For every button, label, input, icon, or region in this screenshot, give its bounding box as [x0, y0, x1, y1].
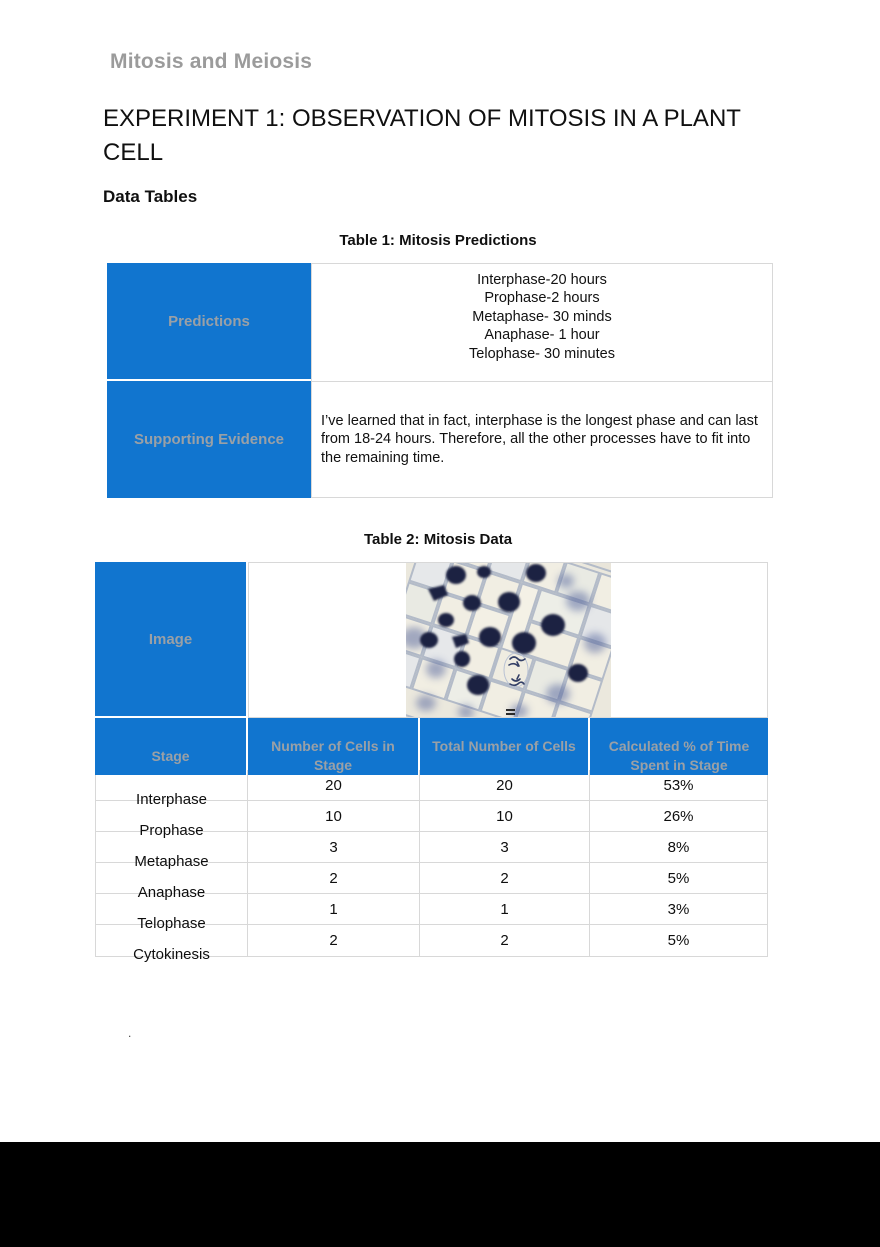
- table1-predictions-value: [311, 263, 773, 381]
- pct-time-cell: 5%: [667, 932, 690, 949]
- table-row: [107, 263, 773, 381]
- table2-label-image: Image: [95, 562, 248, 718]
- cells-in-stage-cell: 2: [248, 863, 420, 894]
- footer-black-bar: [0, 1142, 880, 1247]
- total-cells-cell: 2: [420, 925, 590, 956]
- stage-cell: Interphase: [96, 770, 248, 801]
- table1-supporting-evidence-value: [311, 381, 773, 498]
- experiment-title: EXPERIMENT 1: OBSERVATION OF MITOSIS IN A PLANT CELL: [103, 105, 741, 166]
- pct-time-cell: 26%: [590, 801, 767, 832]
- pct-time-cell: 3%: [590, 894, 767, 925]
- total-cells-cell: 2: [420, 863, 590, 894]
- mitosis-micrograph-image: [406, 563, 611, 717]
- total-cells-cell: 10: [420, 801, 590, 832]
- cells-in-stage-cell: 1: [248, 894, 420, 925]
- total-cells-cell: 3: [420, 832, 590, 863]
- prediction-line: Anaphase- 1 hour: [484, 327, 600, 344]
- stage-cell: Anaphase: [96, 863, 248, 894]
- table-row: [96, 770, 767, 808]
- cells-in-stage-cell: 20: [248, 770, 420, 801]
- pct-time-cell: 8%: [590, 832, 767, 863]
- table2-caption: Table 2: Mitosis Data: [363, 531, 513, 548]
- table-row: [95, 562, 768, 718]
- prediction-line: Telophase- 30 minutes: [469, 345, 615, 362]
- stage-cell: Cytokinesis: [96, 925, 248, 956]
- cells-in-stage-cell: 3: [248, 832, 420, 863]
- column-header-stage: Stage: [95, 718, 248, 775]
- table1-label-predictions: Predictions: [107, 263, 311, 381]
- stage-cell: Prophase: [96, 801, 248, 832]
- stage-cell: Telophase: [96, 894, 248, 925]
- total-cells-cell: 1: [420, 894, 590, 925]
- cells-in-stage-cell: 2: [248, 925, 420, 956]
- column-header-pct-time: Calculated % of Time Spent in Stage: [590, 718, 768, 775]
- stage-cell: Metaphase: [96, 832, 248, 863]
- table2-image-cell: [248, 562, 768, 718]
- table2-mitosis-data: [95, 562, 768, 963]
- table2-body: [95, 770, 768, 963]
- table1-label-supporting-evidence: Supporting Evidence: [107, 381, 311, 498]
- document-header-title: Mitosis and Meiosis: [110, 50, 313, 73]
- stray-period: .: [128, 1026, 132, 1040]
- table-row: [107, 381, 773, 498]
- table1-mitosis-predictions: [107, 263, 773, 498]
- supporting-evidence-text: I’ve learned that in fact, interphase is the longest phase and can last from 18-24 hours. Therefore, all the other processes have to fit into the remaining time.: [321, 412, 758, 466]
- column-header-cells-in-stage: Number of Cells in Stage: [248, 718, 420, 775]
- table2-header-row: [95, 718, 768, 773]
- prediction-line: Metaphase- 30 minds: [472, 308, 612, 325]
- prediction-line: Interphase-20 hours: [477, 272, 607, 288]
- column-header-total-cells: Total Number of Cells: [420, 718, 590, 775]
- pct-time-cell: 53%: [590, 770, 767, 801]
- prediction-line: Prophase-2 hours: [484, 290, 600, 307]
- cells-in-stage-cell: 10: [248, 801, 420, 832]
- table1-caption: Table 1: Mitosis Predictions: [339, 232, 537, 249]
- pct-time-cell: 5%: [590, 863, 767, 894]
- total-cells-cell: 20: [420, 770, 590, 801]
- section-heading-data-tables: Data Tables: [103, 187, 198, 206]
